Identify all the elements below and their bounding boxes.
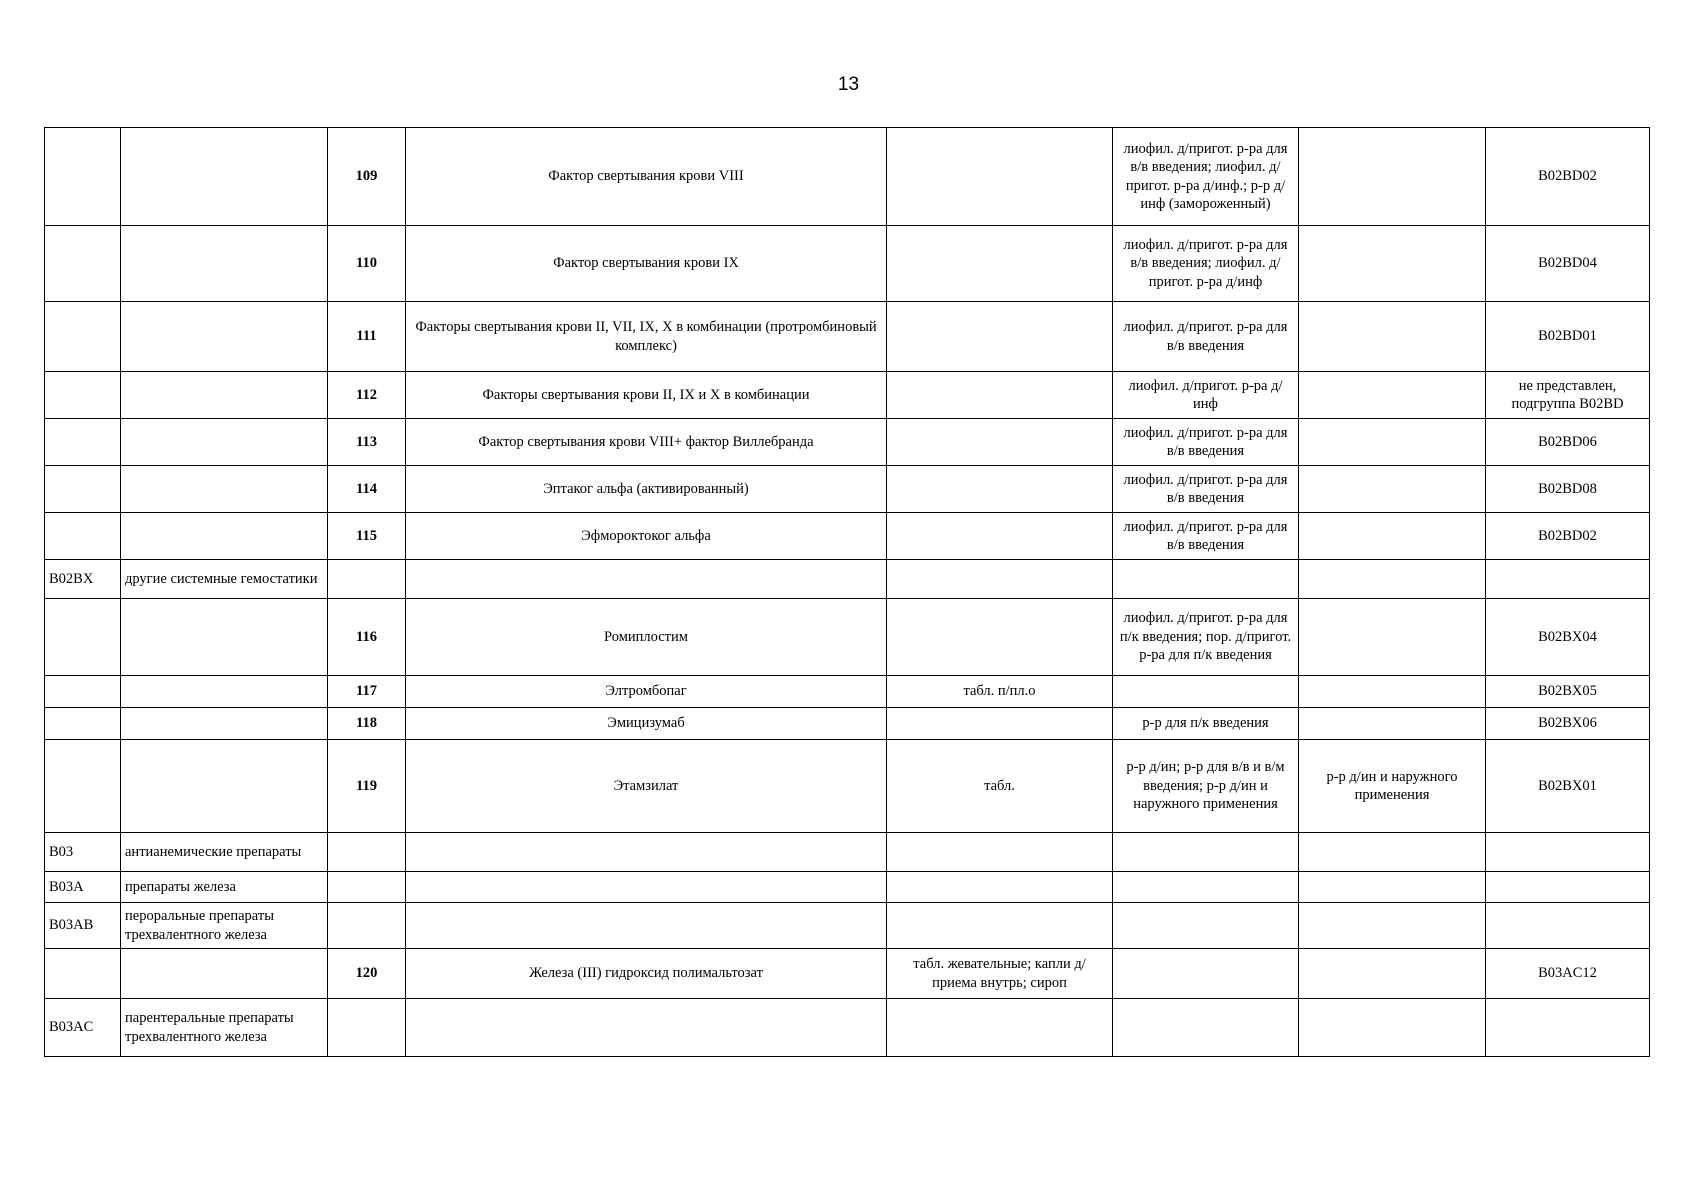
atc-code [45,128,121,226]
dosage-form-3 [1299,372,1486,419]
dosage-form-1 [887,708,1113,740]
table-row [45,740,1650,833]
table-row [45,872,1650,903]
drug-name: Эфмороктоког альфа [406,513,887,560]
table-row [45,513,1650,560]
dosage-form-2: р-р для п/к введения [1113,708,1299,740]
row-number [328,903,406,949]
group-name [121,466,328,513]
drug-name: Элтромбопаг [406,676,887,708]
dosage-form-2 [1113,560,1299,599]
atc-code [45,708,121,740]
dosage-form-1: табл. жевательные; капли д/приема внутрь; сироп [887,949,1113,999]
dosage-form-1 [887,999,1113,1057]
drug-table [44,127,1650,1057]
group-name: антианемические препараты [121,833,328,872]
drug-name: Фактор свертывания крови VIII [406,128,887,226]
atc-code [45,513,121,560]
group-name: пероральные препараты трехвалентного железа [121,903,328,949]
drug-name: Эмицизумаб [406,708,887,740]
dosage-form-1 [887,560,1113,599]
group-name [121,513,328,560]
dosage-form-3 [1299,513,1486,560]
atc-reference-code: B02BD02 [1486,513,1650,560]
atc-reference-code: B02BX04 [1486,599,1650,676]
dosage-form-1 [887,872,1113,903]
dosage-form-2: лиофил. д/пригот. р-ра для п/к введения; пор. д/пригот. р-ра для п/к введения [1113,599,1299,676]
drug-name: Фактор свертывания крови IX [406,226,887,302]
dosage-form-3 [1299,128,1486,226]
drug-name [406,833,887,872]
drug-name [406,903,887,949]
atc-reference-code: B02BD08 [1486,466,1650,513]
table-row [45,599,1650,676]
atc-code [45,740,121,833]
dosage-form-1 [887,128,1113,226]
drug-name: Этамзилат [406,740,887,833]
group-name [121,372,328,419]
drug-name: Факторы свертывания крови II, IX и X в комбинации [406,372,887,419]
dosage-form-3 [1299,466,1486,513]
atc-code: B02BX [45,560,121,599]
atc-code [45,226,121,302]
dosage-form-3 [1299,949,1486,999]
dosage-form-2: лиофил. д/пригот. р-ра для в/в введения [1113,466,1299,513]
group-name: парентеральные препараты трехвалентного железа [121,999,328,1057]
group-name [121,599,328,676]
atc-reference-code: B03AC12 [1486,949,1650,999]
drug-name [406,872,887,903]
group-name: препараты железа [121,872,328,903]
dosage-form-2 [1113,833,1299,872]
atc-reference-code: B02BD04 [1486,226,1650,302]
atc-reference-code: B02BD06 [1486,419,1650,466]
drug-name [406,560,887,599]
atc-code [45,419,121,466]
dosage-form-1 [887,903,1113,949]
dosage-form-2: р-р д/ин; р-р для в/в и в/м введения; р-р д/ин и наружного применения [1113,740,1299,833]
dosage-form-2 [1113,676,1299,708]
table-row [45,372,1650,419]
row-number [328,872,406,903]
atc-reference-code: B02BD02 [1486,128,1650,226]
drug-name: Факторы свертывания крови II, VII, IX, X в комбинации (протромбиновый комплекс) [406,302,887,372]
table-row [45,466,1650,513]
row-number: 115 [328,513,406,560]
dosage-form-1 [887,302,1113,372]
row-number: 120 [328,949,406,999]
row-number [328,833,406,872]
atc-code [45,372,121,419]
group-name [121,226,328,302]
dosage-form-2: лиофил. д/пригот. р-ра д/инф [1113,372,1299,419]
atc-reference-code [1486,560,1650,599]
row-number [328,999,406,1057]
dosage-form-1: табл. п/пл.о [887,676,1113,708]
group-name [121,949,328,999]
atc-reference-code: B02BX06 [1486,708,1650,740]
atc-code [45,949,121,999]
dosage-form-1: табл. [887,740,1113,833]
dosage-form-2: лиофил. д/пригот. р-ра для в/в введения [1113,419,1299,466]
dosage-form-1 [887,226,1113,302]
atc-reference-code [1486,833,1650,872]
atc-reference-code: B02BX05 [1486,676,1650,708]
atc-reference-code [1486,999,1650,1057]
dosage-form-2: лиофил. д/пригот. р-ра для в/в введения [1113,302,1299,372]
row-number: 112 [328,372,406,419]
row-number: 109 [328,128,406,226]
dosage-form-3 [1299,419,1486,466]
page-number: 13 [837,74,860,95]
dosage-form-1 [887,833,1113,872]
dosage-form-3 [1299,302,1486,372]
row-number: 113 [328,419,406,466]
table-row [45,833,1650,872]
dosage-form-1 [887,466,1113,513]
dosage-form-3 [1299,708,1486,740]
group-name [121,676,328,708]
table-row [45,560,1650,599]
table-row [45,999,1650,1057]
atc-reference-code: B02BX01 [1486,740,1650,833]
atc-reference-code: не представлен, подгруппа B02BD [1486,372,1650,419]
atc-reference-code: B02BD01 [1486,302,1650,372]
group-name: другие системные гемостатики [121,560,328,599]
dosage-form-3 [1299,226,1486,302]
table-row [45,903,1650,949]
table-row [45,302,1650,372]
table-row [45,708,1650,740]
drug-name: Ромиплостим [406,599,887,676]
drug-name: Эптаког альфа (активированный) [406,466,887,513]
group-name [121,708,328,740]
atc-code: B03 [45,833,121,872]
atc-code: B03A [45,872,121,903]
dosage-form-3: р-р д/ин и наружного применения [1299,740,1486,833]
atc-code [45,466,121,513]
row-number: 110 [328,226,406,302]
atc-code [45,599,121,676]
drug-name: Фактор свертывания крови VIII+ фактор Виллебранда [406,419,887,466]
table-row [45,226,1650,302]
dosage-form-1 [887,372,1113,419]
dosage-form-1 [887,419,1113,466]
dosage-form-3 [1299,872,1486,903]
dosage-form-2: лиофил. д/пригот. р-ра для в/в введения [1113,513,1299,560]
group-name [121,419,328,466]
dosage-form-3 [1299,999,1486,1057]
atc-code: B03AC [45,999,121,1057]
dosage-form-2 [1113,872,1299,903]
row-number: 117 [328,676,406,708]
row-number: 116 [328,599,406,676]
dosage-form-2 [1113,903,1299,949]
dosage-form-2 [1113,949,1299,999]
atc-code [45,676,121,708]
table-row [45,128,1650,226]
row-number: 111 [328,302,406,372]
dosage-form-3 [1299,599,1486,676]
group-name [121,302,328,372]
row-number [328,560,406,599]
dosage-form-1 [887,513,1113,560]
table-row [45,419,1650,466]
dosage-form-3 [1299,833,1486,872]
group-name [121,740,328,833]
row-number: 114 [328,466,406,513]
atc-reference-code [1486,903,1650,949]
group-name [121,128,328,226]
drug-name: Железа (III) гидроксид полимальтозат [406,949,887,999]
dosage-form-3 [1299,903,1486,949]
atc-code: B03AB [45,903,121,949]
dosage-form-2: лиофил. д/пригот. р-ра для в/в введения; лиофил. д/пригот. р-ра д/инф [1113,226,1299,302]
dosage-form-3 [1299,676,1486,708]
dosage-form-3 [1299,560,1486,599]
table-row [45,676,1650,708]
dosage-form-2: лиофил. д/пригот. р-ра для в/в введения; лиофил. д/пригот. р-ра д/инф.; р-р д/инф (замороженный) [1113,128,1299,226]
drug-name [406,999,887,1057]
dosage-form-2 [1113,999,1299,1057]
row-number: 119 [328,740,406,833]
row-number: 118 [328,708,406,740]
atc-reference-code [1486,872,1650,903]
table-row [45,949,1650,999]
dosage-form-1 [887,599,1113,676]
atc-code [45,302,121,372]
